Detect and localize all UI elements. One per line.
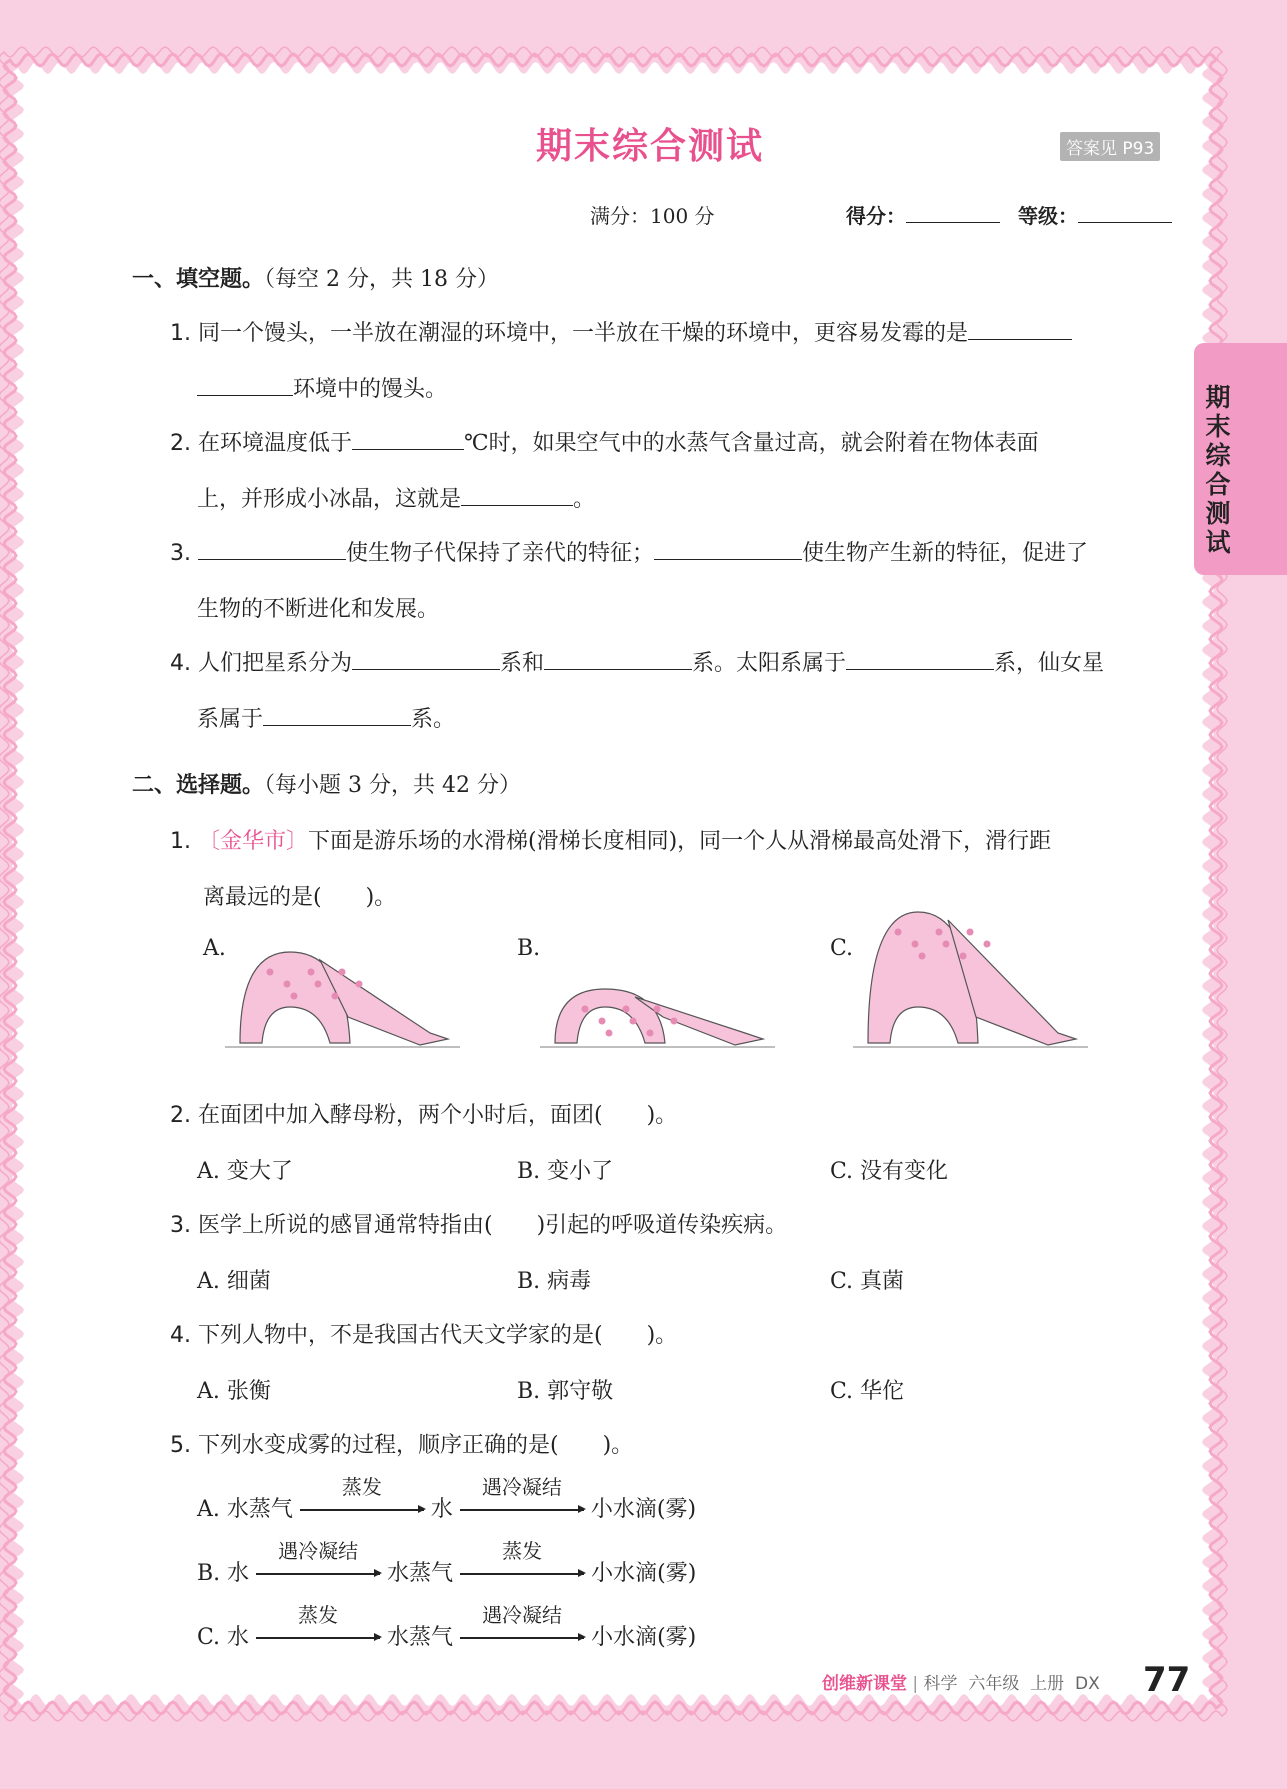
arrow-label: 蒸发	[341, 1475, 382, 1499]
arrow-icon	[460, 1603, 584, 1650]
question-text: 在环境温度低于	[198, 431, 353, 456]
slide-b-illustration-spot	[599, 1018, 606, 1025]
s2-q4-option-a[interactable]: A. 张衡	[197, 1379, 271, 1404]
footer-term: 上册	[1030, 1674, 1065, 1694]
full-score: 满分：100 分	[590, 204, 715, 228]
option-text: A. 水蒸气	[197, 1497, 293, 1522]
slide-b-illustration-spot	[671, 1018, 678, 1025]
s2-q3-option-b[interactable]: B. 病毒	[517, 1269, 592, 1294]
s1-q2-line1	[170, 426, 1039, 457]
s2-q2-option-c[interactable]: C. 没有变化	[830, 1159, 949, 1184]
slide-c-illustration-spot	[919, 953, 926, 960]
footer-subject: 科学	[923, 1674, 958, 1694]
s2-q3-option-c[interactable]: C. 真菌	[830, 1269, 905, 1294]
question-text: 医学上所说的感冒通常特指由( )引起的呼吸道传染疾病。	[198, 1213, 788, 1238]
footer-info: 创维新课堂 | 科学 六年级 上册 DX	[822, 1674, 1100, 1694]
grade-field	[1018, 200, 1172, 229]
s2-q1-line2: 离最远的是( )。	[203, 885, 397, 910]
slide-b-illustration-spot	[623, 1006, 630, 1013]
s1-q1-line1	[170, 316, 1072, 347]
option-text: 水	[430, 1497, 453, 1522]
section-1-title: 一、填空题。	[132, 267, 265, 292]
answer-blank[interactable]	[846, 647, 994, 670]
s2-q2-option-a[interactable]: A. 变大了	[197, 1159, 293, 1184]
s2-q1-option-a[interactable]: A.	[203, 936, 226, 961]
s1-q1-line2	[197, 372, 447, 403]
grade-blank[interactable]	[1078, 200, 1172, 223]
slide-a-illustration-spot	[332, 993, 339, 1000]
slide-c-illustration-spot	[936, 929, 943, 936]
question-number: 4.	[170, 1323, 191, 1348]
arrow-icon	[256, 1603, 380, 1650]
option-text: 小水滴(雾)	[591, 1625, 697, 1650]
question-text: 使生物子代保持了亲代的特征；	[346, 541, 655, 566]
slide-c-illustration-spot	[967, 929, 974, 936]
arrow-label: 蒸发	[298, 1603, 339, 1627]
question-text: 在面团中加入酵母粉，两个小时后，面团( )。	[198, 1103, 678, 1128]
slide-b-illustration-spot	[630, 1018, 637, 1025]
slide-c-illustration-spot	[943, 941, 950, 948]
score-label: 得分：	[846, 204, 906, 228]
score-field	[846, 200, 1000, 229]
option-text: 水蒸气	[387, 1625, 454, 1650]
answer-blank[interactable]	[654, 537, 802, 560]
s2-q2-stem	[170, 1098, 677, 1129]
s2-q4-stem	[170, 1318, 677, 1349]
score-blank[interactable]	[906, 200, 1000, 223]
answer-reference-badge: 答案见 P93	[1060, 132, 1160, 161]
s2-q3-option-a[interactable]: A. 细菌	[197, 1269, 271, 1294]
slide-a-illustration-spot	[291, 993, 298, 1000]
arrow-label: 蒸发	[502, 1539, 543, 1563]
answer-blank[interactable]	[263, 703, 411, 726]
question-text: 系，仙女星	[994, 651, 1105, 676]
s2-q2-option-b[interactable]: B. 变小了	[517, 1159, 614, 1184]
s1-q4-line1	[170, 646, 1104, 677]
question-text: 系属于	[197, 707, 264, 732]
arrow-icon	[300, 1475, 424, 1522]
slide-c-illustration-spot	[912, 941, 919, 948]
slide-a-illustration-spot	[339, 969, 346, 976]
question-text: 环境中的馒头。	[293, 377, 448, 402]
page-number: 77	[1143, 1660, 1191, 1700]
s1-q3-line2: 生物的不断进化和发展。	[197, 597, 440, 622]
grade-label: 等级：	[1018, 204, 1078, 228]
s2-q1-option-c[interactable]: C.	[830, 936, 854, 961]
footer-edition: DX	[1074, 1674, 1100, 1694]
question-text: 下面是游乐场的水滑梯(滑梯长度相同)，同一个人从滑梯最高处滑下，滑行距	[308, 829, 1052, 854]
s2-q3-stem	[170, 1208, 787, 1239]
s2-q1-option-b[interactable]: B.	[517, 936, 541, 961]
section-2-heading	[132, 768, 521, 799]
slide-c-illustration-spot	[895, 929, 902, 936]
question-text: 系和	[500, 651, 545, 676]
slide-a-illustration-spot	[284, 981, 291, 988]
question-number: 1.	[170, 829, 191, 854]
question-number: 2.	[170, 431, 191, 456]
s2-q4-option-c[interactable]: C. 华佗	[830, 1379, 905, 1404]
slide-b-illustration-spot	[582, 1006, 589, 1013]
s2-q5-option-c[interactable]	[197, 1603, 697, 1651]
question-number: 1.	[170, 321, 191, 346]
option-text: 小水滴(雾)	[590, 1497, 697, 1522]
answer-blank[interactable]	[544, 647, 692, 670]
section-2-title: 二、选择题。	[132, 773, 265, 798]
question-text: 下列水变成雾的过程，顺序正确的是( )。	[198, 1433, 634, 1458]
footer-grade: 六年级	[968, 1674, 1020, 1694]
slide-a-illustration-spot	[267, 969, 274, 976]
question-text: 。	[573, 487, 596, 512]
question-text: 上，并形成小冰晶，这就是	[197, 487, 462, 512]
s2-q4-option-b[interactable]: B. 郭守敬	[517, 1379, 614, 1404]
slide-b-illustration-spot	[606, 1030, 613, 1037]
s1-q4-line2	[197, 702, 455, 733]
question-number: 2.	[170, 1103, 191, 1128]
footer-brand: 创维新课堂	[822, 1674, 907, 1694]
slide-a-illustration-spot	[356, 981, 363, 988]
section-1-heading	[132, 262, 499, 293]
slide-a-illustration-spot	[308, 969, 315, 976]
answer-blank[interactable]	[352, 647, 500, 670]
arrow-icon	[256, 1539, 380, 1586]
question-text: 系。	[411, 707, 456, 732]
answer-blank[interactable]	[968, 317, 1072, 340]
slide-b-illustration-spot	[647, 1030, 654, 1037]
arrow-label: 遇冷凝结	[482, 1603, 563, 1627]
question-number: 3.	[170, 541, 191, 566]
s2-q1-line1	[170, 824, 1051, 855]
page-title: 期末综合测试	[535, 126, 764, 167]
question-text: 系。太阳系属于	[692, 651, 847, 676]
question-text: 人们把星系分为	[198, 651, 353, 676]
slide-a-illustration-spot	[315, 981, 322, 988]
question-text: ℃时，如果空气中的水蒸气含量过高，就会附着在物体表面	[464, 431, 1039, 456]
arrow-icon	[460, 1539, 584, 1586]
slide-c-illustration-spot	[984, 941, 991, 948]
answer-blank[interactable]	[197, 373, 293, 396]
question-text: 同一个馒头，一半放在潮湿的环境中，一半放在干燥的环境中，更容易发霉的是	[198, 321, 969, 346]
section-2-note: （每小题 3 分，共 42 分）	[264, 773, 521, 798]
option-text: 水蒸气	[387, 1561, 454, 1586]
s1-q3-line1	[170, 536, 1088, 567]
question-number: 3.	[170, 1213, 191, 1238]
question-text: 下列人物中，不是我国古代天文学家的是( )。	[198, 1323, 678, 1348]
slide-c-illustration-spot	[960, 953, 967, 960]
s2-q5-option-b[interactable]	[197, 1539, 697, 1587]
section-1-note: （每空 2 分，共 18 分）	[264, 267, 499, 292]
answer-blank[interactable]	[461, 483, 573, 506]
s2-q5-stem	[170, 1428, 633, 1459]
answer-blank[interactable]	[352, 427, 464, 450]
question-text: 使生物产生新的特征，促进了	[802, 541, 1089, 566]
s2-q5-option-a[interactable]	[197, 1475, 697, 1523]
question-number: 5.	[170, 1433, 191, 1458]
option-text: B. 水	[197, 1561, 250, 1586]
s1-q2-line2	[197, 482, 595, 513]
arrow-icon	[460, 1475, 584, 1522]
arrow-label: 遇冷凝结	[278, 1539, 359, 1563]
arrow-label: 遇冷凝结	[481, 1475, 562, 1499]
option-text: C. 水	[197, 1625, 250, 1650]
option-text: 小水滴(雾)	[591, 1561, 697, 1586]
source-tag: 〔金华市〕	[198, 829, 309, 854]
question-number: 4.	[170, 651, 191, 676]
answer-blank[interactable]	[198, 537, 346, 560]
slide-b-illustration-spot	[654, 1006, 661, 1013]
side-tab-text: 期末综合测试	[1205, 383, 1231, 557]
